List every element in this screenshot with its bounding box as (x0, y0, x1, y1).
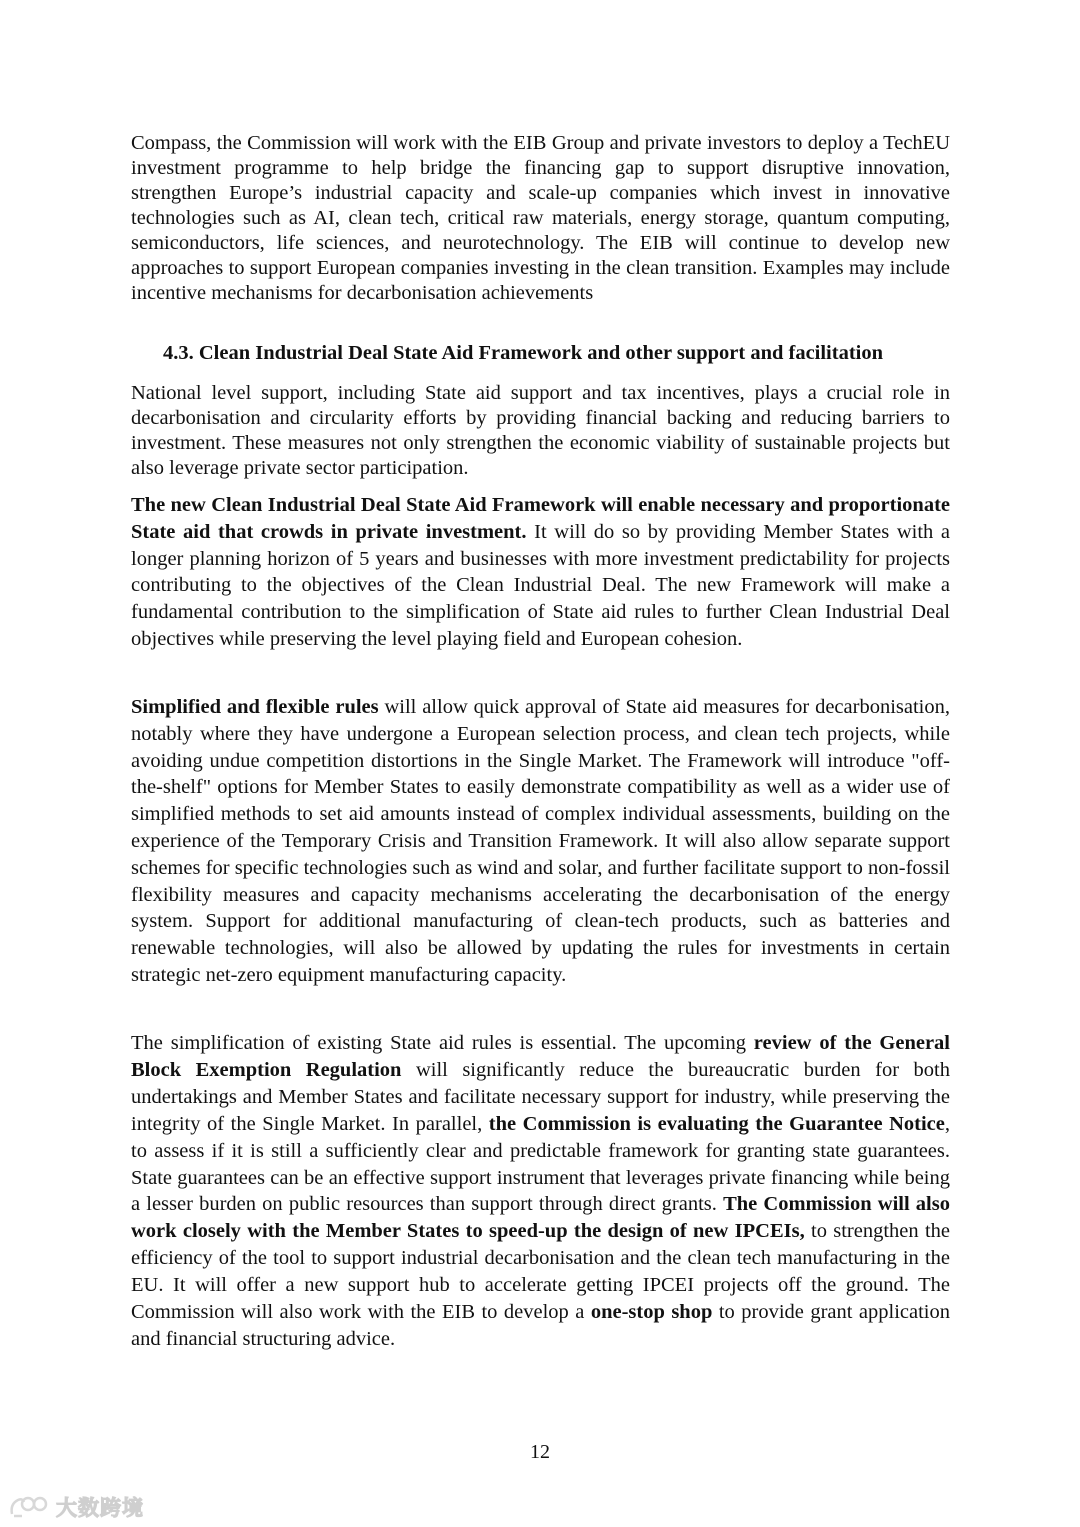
gber-text-4: to strengthen the efficiency of the tool to support industrial decarbonisation and the clean tech manufacturing in the EU. It will offer a new support hub to accelerate getting IPCEI projects off the ground. The Commission will also work with the EIB to develop a (131, 1220, 950, 1324)
intro-paragraph: Compass, the Commission will work with the EIB Group and private investors to deploy a TechEU investment programme to help bridge the financing gap to support disruptive innovation, strengthen Europe’s industrial capacity and scale-up companies which invest in innovative technologies such as AI, clean tech, critical raw materials, energy storage, quantum computing, semiconductors, life sciences, and neurotechnology. The EIB will continue to develop new approaches to support European companies investing in the clean transition. Examples may include incentive mechanisms for decarbonisation achievements (131, 132, 950, 304)
gber-text-5: to provide grant application and financial structuring advice. (131, 1301, 950, 1350)
simplified-rules-paragraph (131, 694, 950, 989)
gber-text-1: The simplification of existing State aid rules is essential. The upcoming (131, 1032, 754, 1054)
rules-body-text: will allow quick approval of State aid measures for decarbonisation, notably where they have undergone a European selection process, and clean tech projects, while avoiding undue competition distortions in the Single Market. The Framework will introduce "off-the-shelf" options for Member States to easily demonstrate compatibility as well as a wider use of simplified methods to set aid amounts instead of complex individual assessments, building on the experience of the Temporary Crisis and Transition Framework. It will also allow separate support schemes for specific technologies such as wind and solar, and further facilitate support to non-fossil flexibility measures and capacity mechanisms accelerating the decarbonisation of the energy system. Support for additional manufacturing of clean-tech products, such as batteries and renewable technologies, will also be allowed by updating the rules for investments in certain strategic net-zero equipment manufacturing capacity. (131, 696, 950, 986)
gber-bold-3: The Commission will also work closely with the Member States to speed-up the design of new IPCEIs, (131, 1193, 950, 1243)
gber-bold-2: the Commission is evaluating the Guarantee Notice (488, 1112, 945, 1135)
rules-bold-text: Simplified and flexible rules (131, 696, 379, 718)
gber-bold-4: one-stop shop (590, 1301, 713, 1324)
gber-text-3: , to assess if it is still a sufficiently clear and predictable framework for granting state guarantees. State guarantees can be an effective support instrument that leverages private financing while being a lesser burden on public resources than support through direct grants. (131, 1112, 950, 1216)
national-support-paragraph: National level support, including State aid support and tax incentives, plays a crucial role in decarbonisation and circularity efforts by providing financial backing and reducing barriers to investment. These measures not only strengthen the economic viability of sustainable projects but also leverage private sector participation. (131, 382, 950, 479)
gber-text-2: will significantly reduce the bureaucratic burden for both undertakings and Member States and facilitate necessary support for industry, while preserving the integrity of the Single Market. In parallel, (131, 1058, 950, 1135)
watermark-text: 大数跨境 (56, 1496, 144, 1520)
framework-bold-text: The new Clean Industrial Deal State Aid Framework will enable necessary and proportionate State aid that crowds in private investment. (131, 494, 950, 543)
watermark (8, 1490, 144, 1524)
watermark-logo-icon (8, 1494, 50, 1520)
gber-paragraph (131, 1030, 950, 1353)
framework-paragraph (131, 492, 950, 653)
framework-body-text: It will do so by providing Member States with a longer planning horizon of 5 years and businesses with more investment predictability for projects contributing to the objectives of the Clean Industrial Deal. The new Framework will make a fundamental contribution to the simplification of State aid rules to further Clean Industrial Deal objectives while preserving the level playing field and European cohesion. (131, 520, 950, 650)
page-number: 12 (530, 1441, 550, 1463)
gber-bold-1: review of the General Block Exemption Regulation (131, 1032, 950, 1081)
section-heading: 4.3. Clean Industrial Deal State Aid Framework and other support and facilitation (163, 342, 884, 364)
